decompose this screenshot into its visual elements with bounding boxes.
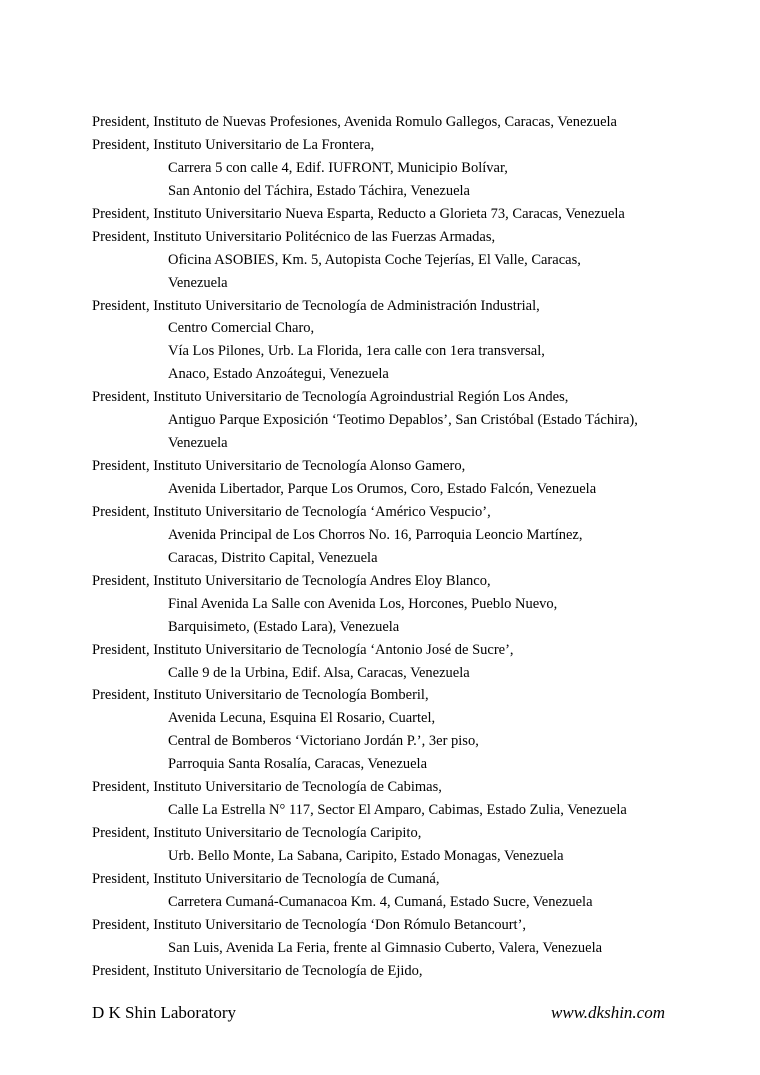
address-line: Venezuela bbox=[168, 435, 228, 452]
address-line: Antiguo Parque Exposición ‘Teotimo Depablos’, San Cristóbal (Estado Táchira), bbox=[168, 412, 638, 429]
institution-line: President, Instituto Universitario de Tecnología de Administración Industrial, bbox=[92, 297, 540, 314]
institution-line: President, Instituto Universitario Nueva Esparta, Reducto a Glorieta 73, Caracas, Venezuela bbox=[92, 205, 625, 222]
address-line: Avenida Principal de Los Chorros No. 16, Parroquia Leoncio Martínez, bbox=[168, 526, 583, 543]
address-line: San Antonio del Táchira, Estado Táchira, Venezuela bbox=[168, 182, 470, 199]
address-line: Avenida Libertador, Parque Los Orumos, Coro, Estado Falcón, Venezuela bbox=[168, 481, 597, 497]
institution-line: President, Instituto Universitario de Tecnología ‘Don Rómulo Betancourt’, bbox=[92, 916, 527, 933]
institution-line: President, Instituto Universitario de La Frontera, bbox=[92, 136, 375, 153]
institution-line: President, Instituto Universitario de Tecnología ‘Américo Vespucio’, bbox=[92, 503, 491, 520]
address-line: Venezuela bbox=[168, 274, 228, 291]
institution-line: President, Instituto Universitario de Tecnología de Ejido, bbox=[92, 962, 423, 979]
address-line: Central de Bomberos ‘Victoriano Jordán P.’, 3er piso, bbox=[168, 733, 479, 750]
address-line: Urb. Bello Monte, La Sabana, Caripito, Estado Monagas, Venezuela bbox=[168, 848, 564, 864]
footer-lab-name: D K Shin Laboratory bbox=[92, 1003, 237, 1022]
institution-line: President, Instituto Universitario de Tecnología Bomberil, bbox=[92, 687, 429, 704]
address-line: Carrera 5 con calle 4, Edif. IUFRONT, Municipio Bolívar, bbox=[168, 159, 508, 176]
institution-line: President, Instituto Universitario de Tecnología Caripito, bbox=[92, 825, 422, 842]
address-line: San Luis, Avenida La Feria, frente al Gimnasio Cuberto, Valera, Venezuela bbox=[168, 939, 603, 956]
institution-line: President, Instituto Universitario de Tecnología ‘Antonio José de Sucre’, bbox=[92, 641, 514, 658]
address-line: Final Avenida La Salle con Avenida Los, Horcones, Pueblo Nuevo, bbox=[168, 595, 558, 612]
footer-website: www.dkshin.com bbox=[551, 1003, 665, 1022]
address-line: Parroquia Santa Rosalía, Caracas, Venezuela bbox=[168, 756, 428, 773]
institution-line: President, Instituto Universitario de Tecnología de Cabimas, bbox=[92, 779, 442, 796]
address-line: Barquisimeto, (Estado Lara), Venezuela bbox=[168, 618, 400, 635]
institution-line: President, Instituto Universitario de Tecnología de Cumaná, bbox=[92, 870, 440, 887]
address-line: Centro Comercial Charo, bbox=[168, 320, 315, 337]
address-line: Oficina ASOBIES, Km. 5, Autopista Coche Tejerías, El Valle, Caracas, bbox=[168, 251, 581, 268]
institution-line: President, Instituto Universitario Politécnico de las Fuerzas Armadas, bbox=[92, 228, 496, 245]
institution-line: President, Instituto Universitario de Tecnología Alonso Gamero, bbox=[92, 458, 466, 475]
address-line: Anaco, Estado Anzoátegui, Venezuela bbox=[168, 366, 389, 383]
address-line: Carretera Cumaná-Cumanacoa Km. 4, Cumaná, Estado Sucre, Venezuela bbox=[168, 893, 593, 910]
institution-line: President, Instituto de Nuevas Profesiones, Avenida Romulo Gallegos, Caracas, Venezuela bbox=[92, 114, 617, 130]
address-line: Avenida Lecuna, Esquina El Rosario, Cuartel, bbox=[168, 710, 436, 727]
address-line: Calle 9 de la Urbina, Edif. Alsa, Caracas, Venezuela bbox=[168, 664, 470, 681]
institution-line: President, Instituto Universitario de Tecnología Agroindustrial Región Los Andes, bbox=[92, 389, 569, 406]
address-list bbox=[92, 111, 692, 983]
address-line: Calle La Estrella N° 117, Sector El Amparo, Cabimas, Estado Zulia, Venezuela bbox=[168, 802, 627, 819]
address-line: Caracas, Distrito Capital, Venezuela bbox=[168, 549, 378, 566]
institution-line: President, Instituto Universitario de Tecnología Andres Eloy Blanco, bbox=[92, 572, 491, 589]
address-line: Vía Los Pilones, Urb. La Florida, 1era calle con 1era transversal, bbox=[168, 343, 545, 360]
